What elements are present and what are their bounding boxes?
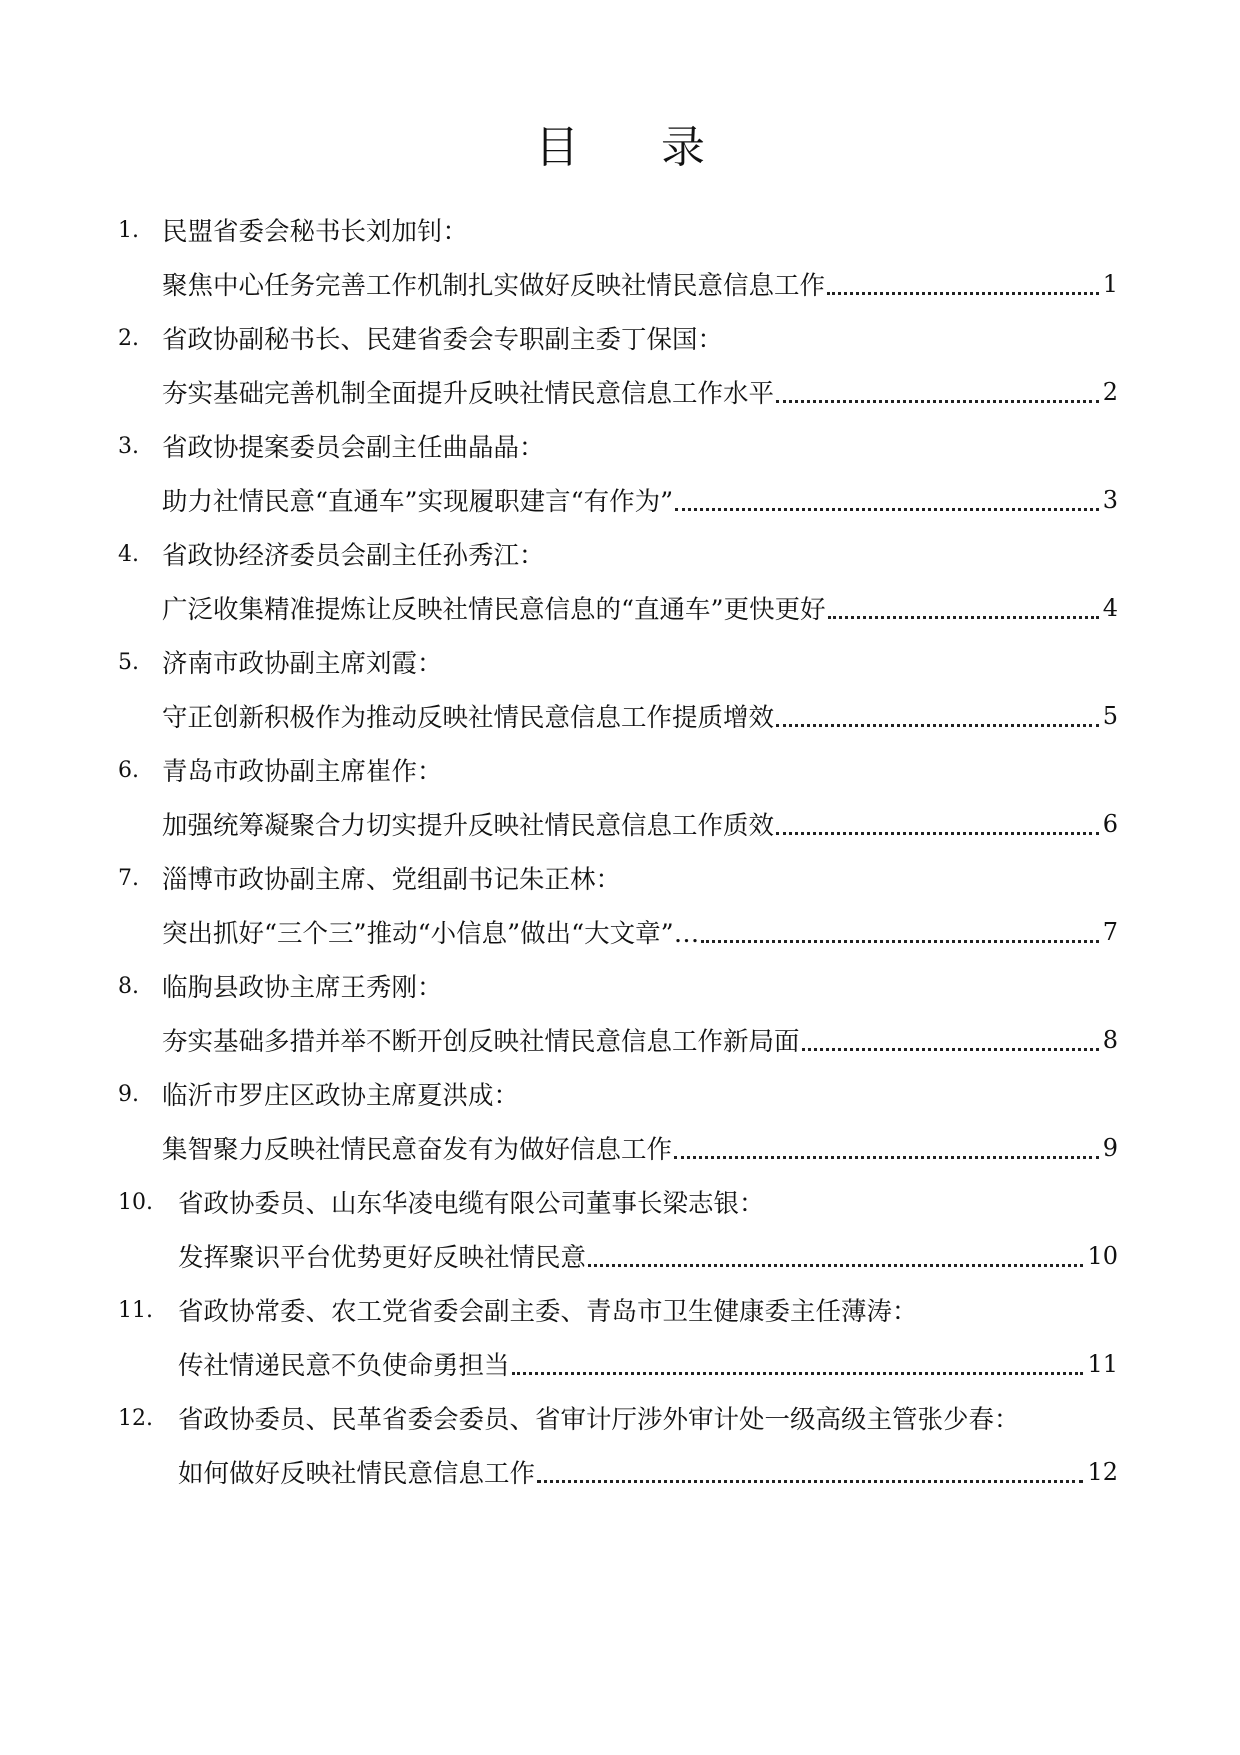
entry-number: 1.: [118, 217, 139, 243]
dot-leader: [776, 400, 1099, 403]
toc-entry[interactable]: [118, 206, 1118, 314]
entry-number: 8.: [118, 973, 139, 999]
entry-number: 6.: [118, 757, 139, 783]
entry-number: 9.: [118, 1081, 139, 1107]
toc-entry[interactable]: [118, 638, 1118, 746]
entry-page-number: 5: [1102, 702, 1118, 730]
entry-speaker: 济南市政协副主席刘霞：: [162, 649, 443, 679]
entry-number: 11.: [118, 1297, 153, 1323]
toc-entry[interactable]: [118, 1070, 1118, 1178]
toc-entry[interactable]: [118, 530, 1118, 638]
toc-entry[interactable]: [118, 422, 1118, 530]
entry-speaker: 临朐县政协主席王秀刚：: [162, 973, 443, 1003]
toc-entry[interactable]: [118, 1178, 1118, 1286]
entry-topic-link[interactable]: 守正创新积极作为推动反映社情民意信息工作提质增效: [162, 703, 775, 733]
dot-leader: [701, 940, 1098, 943]
entry-speaker: 民盟省委会秘书长刘加钊：: [162, 217, 469, 247]
entry-speaker: 临沂市罗庄区政协主席夏洪成：: [162, 1081, 520, 1111]
dot-leader: [776, 724, 1099, 727]
entry-speaker: 省政协副秘书长、民建省委会专职副主委丁保国：: [162, 325, 724, 355]
entry-page-number: 1: [1102, 270, 1118, 298]
dot-leader: [512, 1372, 1084, 1375]
dot-leader: [588, 1264, 1083, 1267]
dot-leader: [828, 616, 1099, 619]
dot-leader: [537, 1480, 1083, 1483]
entry-number: 4.: [118, 541, 139, 567]
entry-page-number: 2: [1102, 378, 1118, 406]
dot-leader: [675, 508, 1099, 511]
entry-number: 2.: [118, 325, 139, 351]
entry-speaker: 省政协委员、山东华凌电缆有限公司董事长梁志银：: [178, 1189, 765, 1219]
entry-speaker: 淄博市政协副主席、党组副书记朱正林：: [162, 865, 622, 895]
entry-number: 3.: [118, 433, 139, 459]
entry-number: 10.: [118, 1189, 153, 1215]
dot-leader: [674, 1156, 1099, 1159]
entry-topic-link[interactable]: 传社情递民意不负使命勇担当: [178, 1351, 510, 1381]
entry-topic-link[interactable]: 如何做好反映社情民意信息工作: [178, 1459, 536, 1489]
entry-speaker: 省政协经济委员会副主任孙秀江：: [162, 541, 545, 571]
entry-topic-link[interactable]: 聚焦中心任务完善工作机制扎实做好反映社情民意信息工作: [162, 271, 826, 301]
entry-topic-link[interactable]: 助力社情民意“直通车”实现履职建言“有作为”: [162, 487, 674, 517]
toc-entry[interactable]: [118, 1286, 1118, 1394]
toc-entry[interactable]: [118, 962, 1118, 1070]
entry-speaker: 省政协委员、民革省委会委员、省审计厅涉外审计处一级高级主管张少春：: [178, 1405, 1020, 1435]
entry-topic-link[interactable]: 集智聚力反映社情民意奋发有为做好信息工作: [162, 1135, 673, 1165]
toc-entry[interactable]: [118, 746, 1118, 854]
entry-topic-link[interactable]: 夯实基础多措并举不断开创反映社情民意信息工作新局面: [162, 1027, 800, 1057]
dot-leader: [802, 1048, 1099, 1051]
entry-page-number: 9: [1102, 1134, 1118, 1162]
toc-entry[interactable]: [118, 1394, 1118, 1502]
page-title: 目 录: [535, 122, 739, 173]
entry-topic-link[interactable]: 发挥聚识平台优势更好反映社情民意: [178, 1243, 587, 1273]
entry-speaker: 省政协提案委员会副主任曲晶晶：: [162, 433, 545, 463]
entry-page-number: 3: [1102, 486, 1118, 514]
toc-entry[interactable]: [118, 314, 1118, 422]
toc-entry[interactable]: [118, 854, 1118, 962]
table-of-contents: [118, 206, 1118, 1502]
entry-topic-link[interactable]: 广泛收集精准提炼让反映社情民意信息的“直通车”更快更好: [162, 595, 826, 625]
entry-topic-link[interactable]: 夯实基础完善机制全面提升反映社情民意信息工作水平: [162, 379, 775, 409]
entry-speaker: 青岛市政协副主席崔作：: [162, 757, 443, 787]
entry-page-number: 7: [1102, 918, 1118, 946]
entry-page-number: 12: [1087, 1458, 1118, 1486]
entry-page-number: 6: [1102, 810, 1118, 838]
entry-number: 12.: [118, 1405, 153, 1431]
entry-topic-link[interactable]: 加强统筹凝聚合力切实提升反映社情民意信息工作质效: [162, 811, 775, 841]
entry-page-number: 11: [1087, 1350, 1118, 1378]
entry-page-number: 4: [1102, 594, 1118, 622]
dot-leader: [776, 832, 1099, 835]
entry-number: 7.: [118, 865, 139, 891]
entry-page-number: 8: [1102, 1026, 1118, 1054]
entry-topic-link[interactable]: 突出抓好“三个三”推动“小信息”做出“大文章”…: [162, 919, 700, 949]
entry-number: 5.: [118, 649, 139, 675]
entry-speaker: 省政协常委、农工党省委会副主委、青岛市卫生健康委主任薄涛：: [178, 1297, 918, 1327]
entry-page-number: 10: [1087, 1242, 1118, 1270]
dot-leader: [827, 292, 1099, 295]
